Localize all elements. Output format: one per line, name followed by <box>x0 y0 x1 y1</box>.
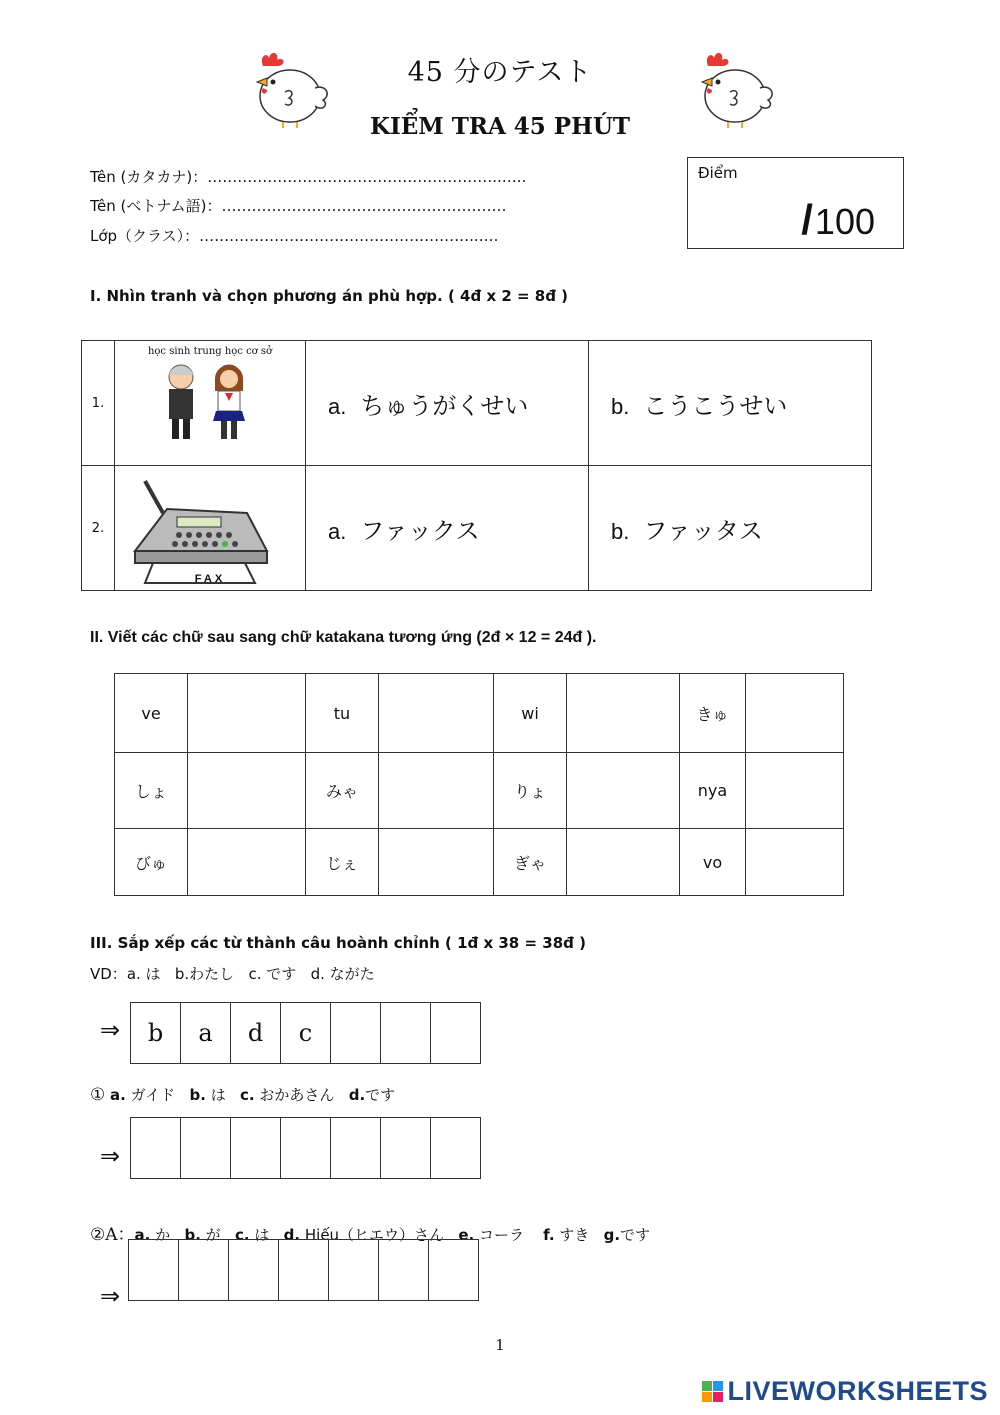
answer-box[interactable] <box>131 1118 181 1178</box>
arrow-icon: ⇒ <box>100 1142 121 1170</box>
question-2-line: ②A：a. か b. が c. は d. Hiếu（ヒエウ）さん e. コーラ f. すき g.です <box>90 1225 651 1245</box>
prompt-cell: ve <box>115 674 188 753</box>
answer-box: d <box>231 1003 281 1063</box>
answer-cell[interactable] <box>188 829 306 896</box>
answer-box[interactable] <box>431 1118 480 1178</box>
score-slash: / <box>801 196 813 243</box>
liveworksheets-logo[interactable] <box>702 1376 988 1407</box>
fax-machine-icon <box>115 471 305 586</box>
page-title-jp: 45 分のテスト <box>407 57 593 88</box>
class-line[interactable]: Lớp（クラス）：………………………………………………..…. <box>90 227 499 245</box>
table-row <box>82 466 872 591</box>
option-a[interactable]: a. ちゅうがくせい <box>306 341 589 466</box>
answer-box[interactable] <box>179 1240 229 1300</box>
prompt-cell: vo <box>680 829 746 896</box>
question-number: 2. <box>82 466 115 591</box>
section3-heading: III. Sắp xếp các từ thành câu hoành chỉnh ( 1đ x 38 = 38đ ) <box>90 934 586 952</box>
prompt-cell: nya <box>680 753 746 829</box>
fax-label: FAX <box>194 573 226 585</box>
answer-cell[interactable] <box>188 674 306 753</box>
answer-box[interactable] <box>229 1240 279 1300</box>
table-row <box>115 753 844 829</box>
answer-box[interactable] <box>381 1118 431 1178</box>
table-row <box>115 829 844 896</box>
students-icon <box>115 363 305 443</box>
name-vietnamese-line[interactable]: Tên (ベトナム語)：………………………………………………… <box>90 197 507 215</box>
score-total: 100 <box>814 201 875 242</box>
arrow-icon: ⇒ <box>100 1282 121 1310</box>
question-2-answer-grid <box>128 1239 479 1301</box>
prompt-cell: wi <box>494 674 567 753</box>
question-1-line: ① a. ガイド b. は c. おかあさん d.です <box>90 1085 396 1105</box>
answer-cell[interactable] <box>746 674 844 753</box>
arrow-icon: ⇒ <box>100 1016 121 1044</box>
score-box <box>687 157 904 249</box>
answer-box[interactable] <box>181 1118 231 1178</box>
prompt-cell: しょ <box>115 753 188 829</box>
answer-cell[interactable] <box>379 674 494 753</box>
prompt-cell: ぎゃ <box>494 829 567 896</box>
image-caption: học sinh trung học cơ sở <box>147 345 273 357</box>
section1-heading: I. Nhìn tranh và chọn phương án phù hợp. ( 4đ x 2 = 8đ ) <box>90 287 569 305</box>
option-b-text: こうこうせい <box>643 391 788 420</box>
prompt-cell: びゅ <box>115 829 188 896</box>
answer-cell[interactable] <box>746 829 844 896</box>
prompt-cell: みゃ <box>306 753 379 829</box>
option-a-text: ちゅうがくせい <box>360 391 529 420</box>
answer-box[interactable] <box>379 1240 429 1300</box>
answer-box <box>381 1003 431 1063</box>
option-a-text: ファックス <box>360 516 480 545</box>
answer-box: b <box>131 1003 181 1063</box>
option-b-text: ファッタス <box>643 516 763 545</box>
option-b[interactable]: b. ファッタス <box>589 466 872 591</box>
prompt-cell: りょ <box>494 753 567 829</box>
answer-cell[interactable] <box>379 829 494 896</box>
fax-machine-image <box>115 466 306 591</box>
answer-box: a <box>181 1003 231 1063</box>
page-number: 1 <box>495 1336 505 1354</box>
answer-box: c <box>281 1003 331 1063</box>
answer-box[interactable] <box>129 1240 179 1300</box>
answer-box[interactable] <box>231 1118 281 1178</box>
option-b[interactable]: b. こうこうせい <box>589 341 872 466</box>
answer-box[interactable] <box>331 1118 381 1178</box>
answer-cell[interactable] <box>567 753 680 829</box>
logo-icon <box>702 1381 723 1402</box>
question-number: 1. <box>82 341 115 466</box>
answer-cell[interactable] <box>746 753 844 829</box>
answer-cell[interactable] <box>567 829 680 896</box>
logo-text: LIVEWORKSHEETS <box>727 1376 988 1406</box>
students-image <box>115 341 306 466</box>
example-answer-grid <box>130 1002 481 1064</box>
section2-table <box>114 673 844 896</box>
score-label: Điểm <box>698 164 738 182</box>
answer-cell[interactable] <box>188 753 306 829</box>
prompt-cell: tu <box>306 674 379 753</box>
example-line: VD：a. は b.わたし c. です d. ながた <box>90 965 375 983</box>
section1-table <box>81 340 872 591</box>
answer-box[interactable] <box>281 1118 331 1178</box>
table-row <box>115 674 844 753</box>
prompt-cell: きゅ <box>680 674 746 753</box>
answer-cell[interactable] <box>567 674 680 753</box>
option-a[interactable]: a. ファックス <box>306 466 589 591</box>
page-title-vn: KIỂM TRA 45 PHÚT <box>369 113 631 140</box>
answer-box <box>431 1003 480 1063</box>
answer-box <box>331 1003 381 1063</box>
prompt-cell: じぇ <box>306 829 379 896</box>
answer-cell[interactable] <box>379 753 494 829</box>
name-katakana-line[interactable]: Tên (カタカナ)：…………………………………………………..….. <box>90 168 527 186</box>
question-1-answer-grid <box>130 1117 481 1179</box>
answer-box[interactable] <box>279 1240 329 1300</box>
answer-box[interactable] <box>329 1240 379 1300</box>
answer-box[interactable] <box>429 1240 478 1300</box>
table-row <box>82 341 872 466</box>
section2-heading: II. Viết các chữ sau sang chữ katakana tương ứng (2đ × 12 = 24đ ). <box>90 629 597 646</box>
